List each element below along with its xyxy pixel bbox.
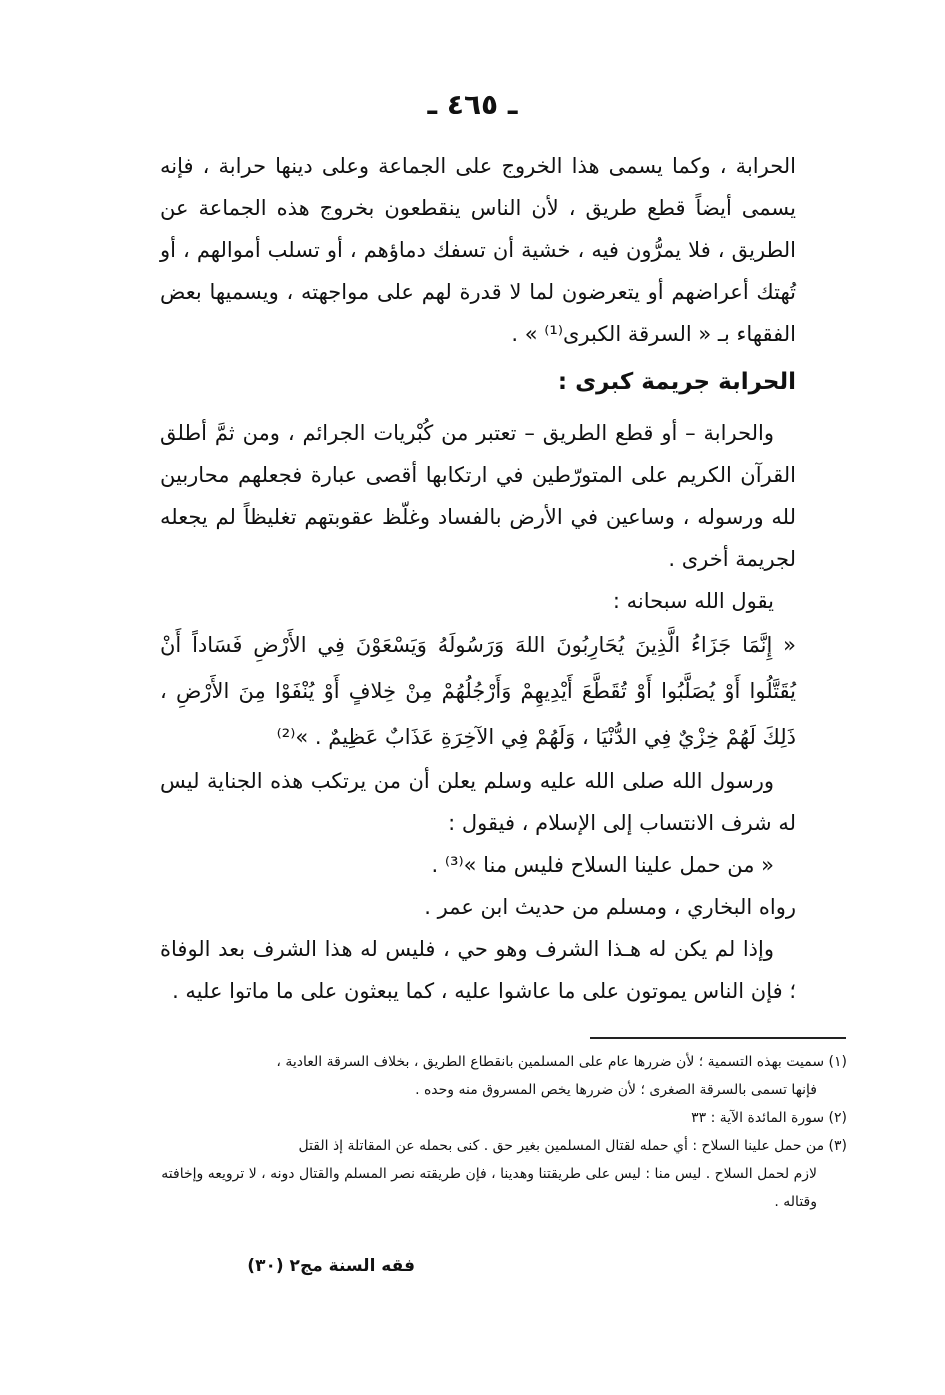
footnote-1 [152,1048,847,1104]
page-number: ـ ٤٦٥ ـ [427,88,518,121]
paragraph-prophet: ورسول الله صلى الله عليه وسلم يعلن أن من يرتكب هذه الجناية ليس له شرف الانتساب إلى الإسلام ، فيقول : [160,769,796,835]
footnote-2 [152,1104,847,1132]
main-text-body [160,412,796,1012]
section-block [160,360,796,404]
footnote-2-line1: (٢) سورة المائدة الآية : ٣٣ [691,1110,847,1126]
narration-line: رواه البخاري ، ومسلم من حديث ابن عمر . [424,895,796,919]
main-text-top [160,145,796,355]
quran-verse: « إِنَّمَا جَزَاءُ الَّذِينَ يُحَارِبُونَ اللهَ وَرَسُولَهُ وَيَسْعَوْنَ فِي الأَرْضِ فَسَاداً أَنْ يُقَتَّلُوا أَوْ يُصَلَّبُوا أَوْ تُقَطَّعَ أَيْدِيهِمْ وَأَرْجُلُهُمْ مِنْ خِلافٍ أَوْ يُنْفَوْا مِنَ الأَرْضِ ، ذَلِكَ لَهُمْ خِزْيٌ فِي الدُّنْيَا ، وَلَهُمْ فِي الآخِرَةِ عَذَابٌ عَظِيمٌ . »⁽²⁾ [160,633,796,749]
footnote-divider [590,1037,846,1039]
footnote-1-line2: فإنها تسمى بالسرقة الصغرى ؛ لأن ضررها يخص المسروق منه وحده . [415,1082,817,1098]
section-heading: الحرابة جريمة كبرى : [557,369,796,395]
book-signature: فقه السنة مج٢ (٣٠) [247,1256,415,1276]
footnotes [152,1048,847,1216]
says-line: يقول الله سبحانه : [612,589,774,613]
footnote-3-line1: (٣) من حمل علينا السلاح : أي حمله لقتال المسلمين بغير حق . كنى بحمله عن المقاتلة إذ القتل [298,1138,847,1154]
paragraph-hirabah: والحرابة – أو قطع الطريق – تعتبر من كُبْريات الجرائم ، ومن ثمَّ أطلق القرآن الكريم على المتورّطين في ارتكابها أقصى عبارة فجعلهم محاربين لله ورسوله ، وساعين في الأرض بالفساد وغلّظ عقوبتهم تغليظاً لم يجعله لجريمة أخرى . [160,421,796,571]
paragraph-death: وإذا لم يكن له هـذا الشرف وهو حي ، فليس له هذا الشرف بعد الوفاة ؛ فإن الناس يموتون على ما عاشوا عليه ، كما يبعثون على ما ماتوا عليه . [160,937,796,1003]
hadith-quote: « من حمل علينا السلاح فليس منا »⁽³⁾ . [431,853,774,877]
intro-paragraph: الحرابة ، وكما يسمى هذا الخروج على الجماعة وعلى دينها حرابة ، فإنه يسمى أيضاً قطع طريق ، لأن الناس ينقطعون بخروج هذه الجماعة عن الطريق ، فلا يمرُّون فيه ، خشية أن تسفك دماؤهم ، أو تسلب أموالهم ، أو تُهتك أعراضهم أو يتعرضون لما لا قدرة لهم على مواجهته ، ويسميها بعض الفقهاء بـ « السرقة الكبرى⁽¹⁾ » . [160,154,796,346]
footnote-1-line1: (١) سميت بهذه التسمية ؛ لأن ضررها عام على المسلمين بانقطاع الطريق ، بخلاف السرقة العادية ، [276,1054,847,1070]
footnote-3-line2: لازم لحمل السلاح . ليس منا : ليس على طريقتنا وهدينا ، فإن طريقته نصر المسلم والقتال دونه ، لا ترويعه وإخافته وقتاله . [161,1166,817,1210]
footnote-3 [152,1132,847,1216]
